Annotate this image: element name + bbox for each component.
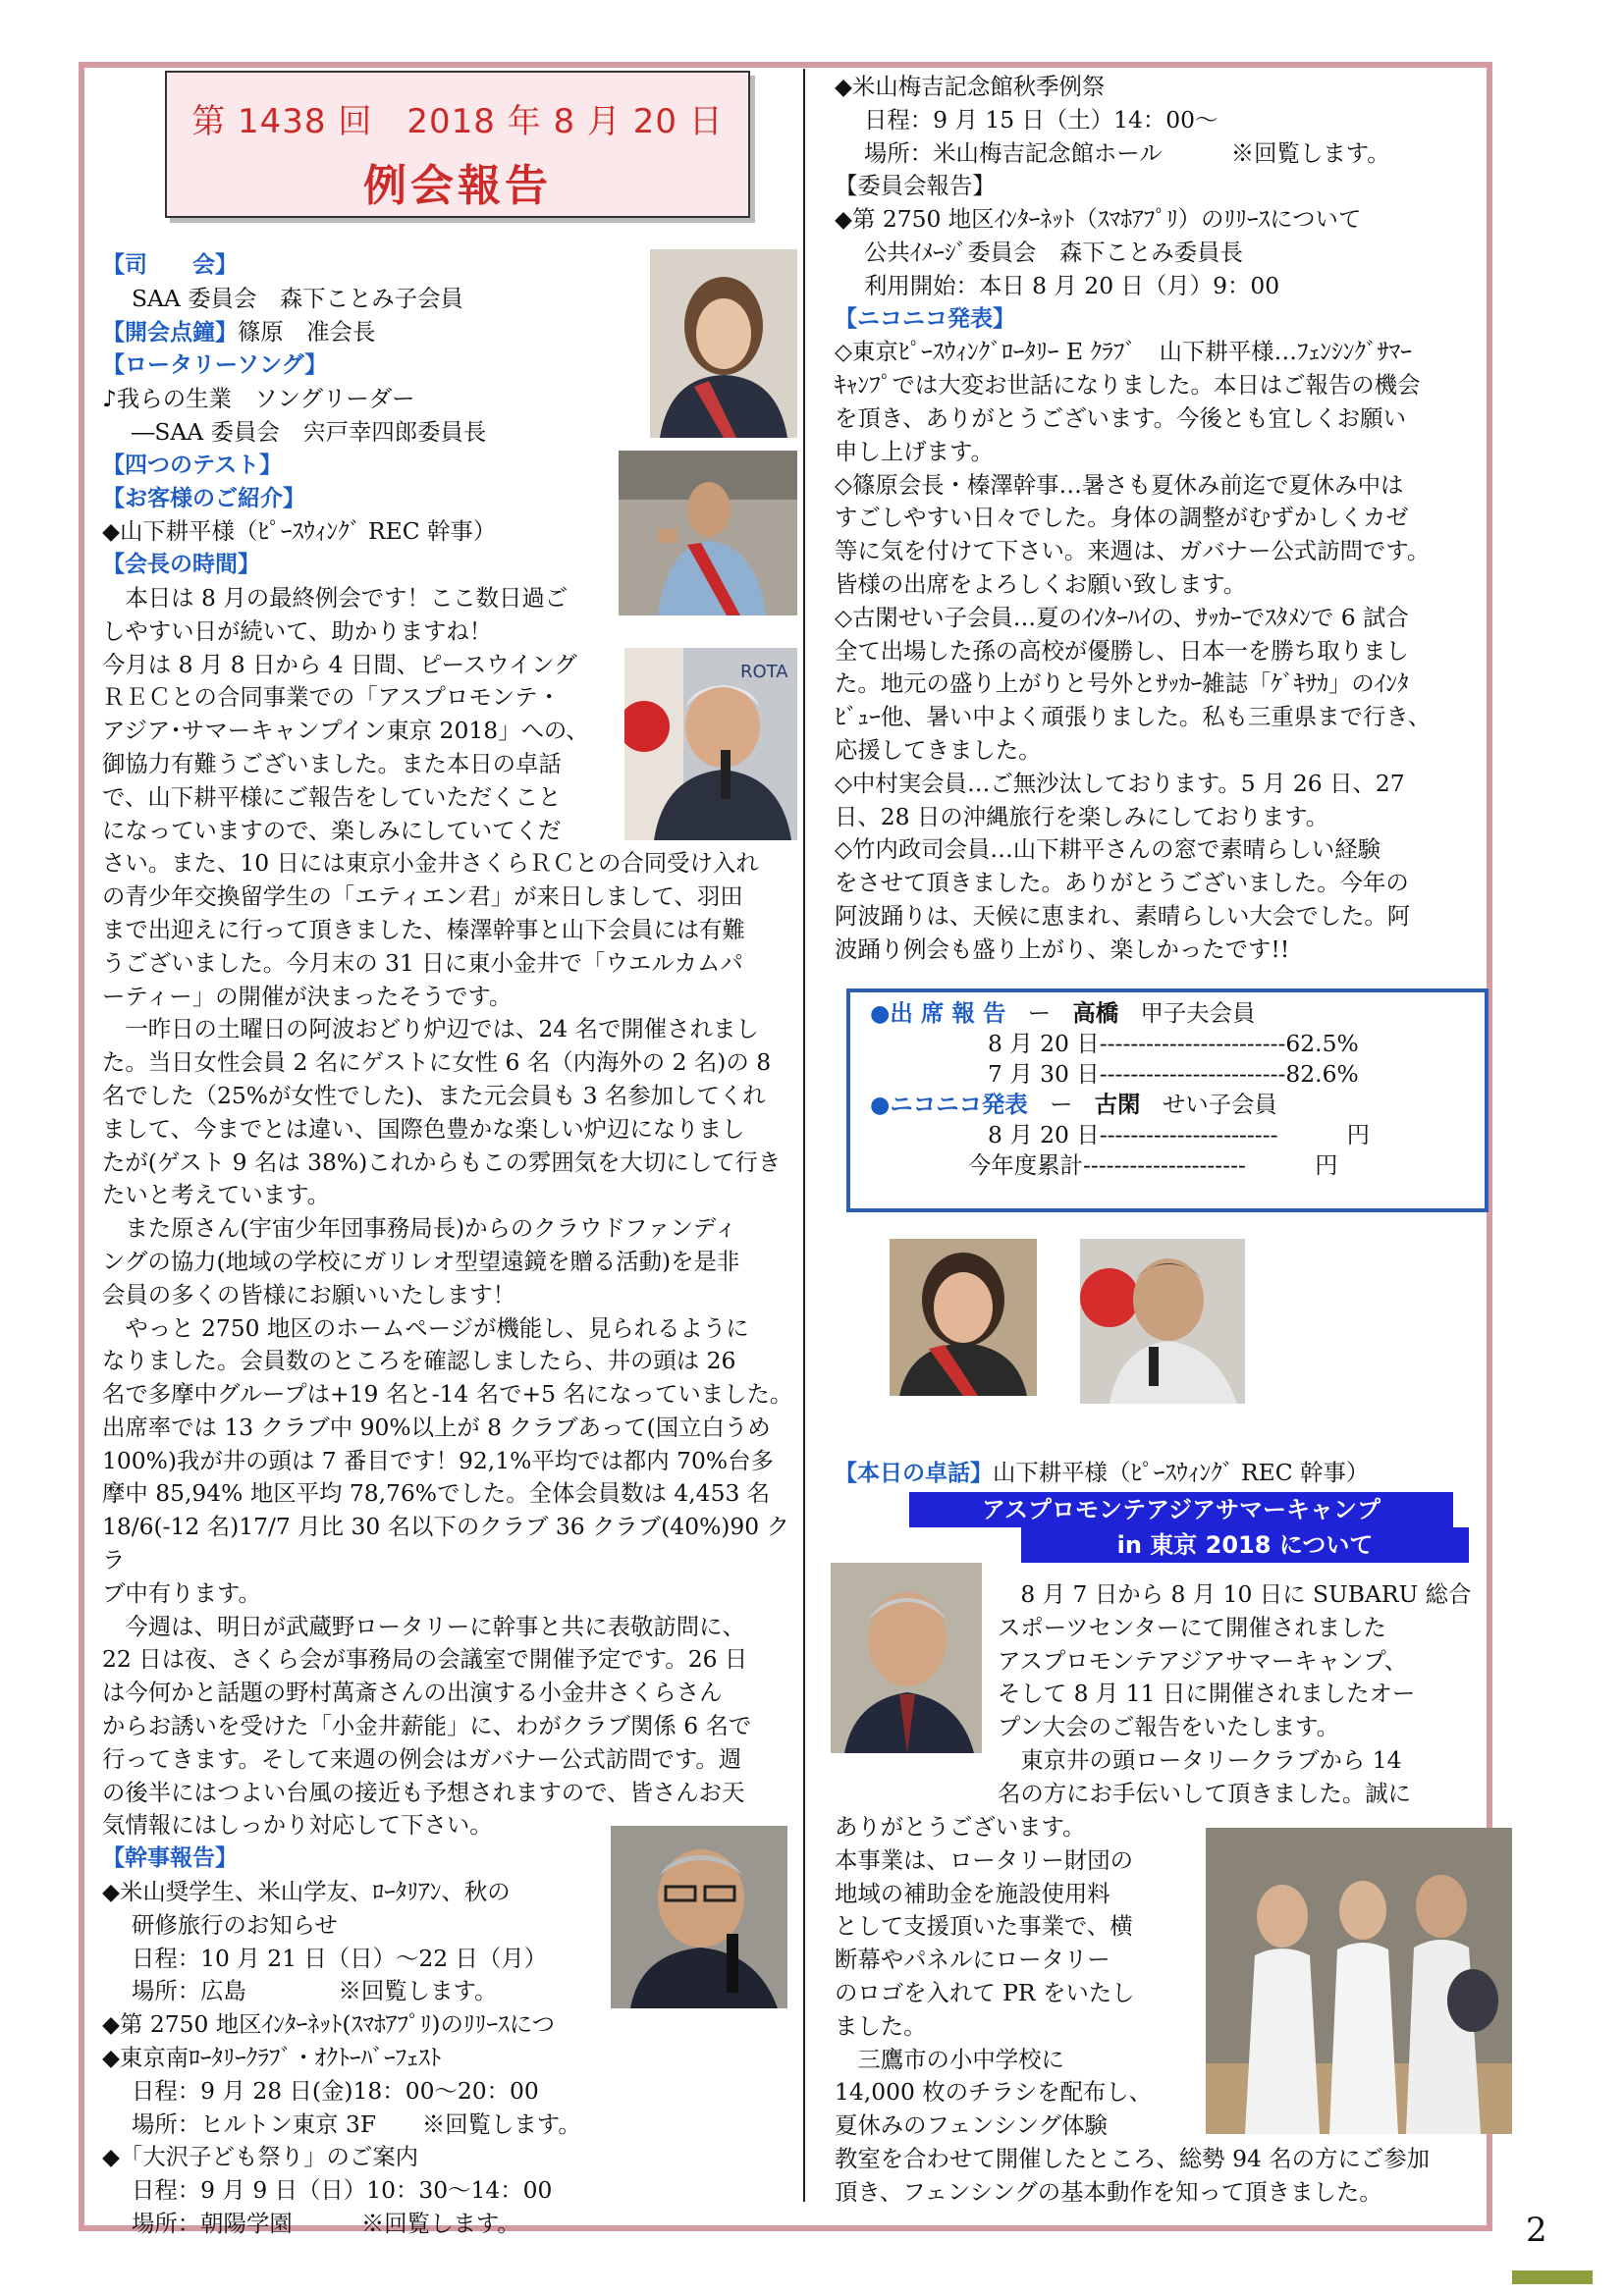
right-top-line: [835, 71, 1512, 104]
meeting-date-title: 第 1438 回 2018 年 8 月 20 日: [191, 102, 724, 141]
line-text: たいと考えています。: [102, 1181, 331, 1209]
line-text: 場所：広島 ※回覧します。: [132, 1977, 498, 2005]
line-text: 本日は 8 月の最終例会です！ここ数日過ご: [102, 583, 568, 612]
line-text: 【司 会】: [102, 252, 238, 278]
line-text: たが(ゲスト 9 名は 38%)これからもこの雰囲気を大切にして行き: [102, 1148, 782, 1176]
line-text: ◇中村実会員…ご無沙汰しております。5 月 26 日、27: [835, 769, 1405, 797]
right-top-line: [835, 900, 1512, 934]
line-text: 皆様の出席をよろしくお願い致します。: [835, 569, 1247, 598]
line-text: まして、今までとは違い、国際色豊かな楽しい炉辺になりまし: [102, 1114, 745, 1143]
left-line: [102, 1611, 797, 1644]
line-text: 【四つのテスト】: [102, 452, 283, 478]
line-text: アジア･サマーキャンプイン東京 2018」への、: [102, 717, 589, 745]
right-top-line: [835, 701, 1512, 734]
line-text: また原さん(宇宙少年団事務局長)からのクラウドファンディ: [102, 1214, 737, 1243]
line-text: さい。また、10 日には東京小金井さくらＲＣとの合同受け入れ: [102, 849, 759, 878]
line-text: 日程：9 月 9 日（日）10：30～14：00: [132, 2176, 553, 2205]
smile-label: ●ニコニコ発表: [870, 1091, 1028, 1118]
line-text: 日程：9 月 28 日(金)18：00～20：00: [132, 2076, 539, 2105]
line-text: 名で多摩中グループは+19 名と-14 名で+5 名になっていました。: [102, 1380, 793, 1409]
attendance-report-box: [846, 988, 1489, 1212]
left-line: [102, 981, 797, 1014]
talk-title-banner-1: アスプロモンテアジアサマーキャンプ: [909, 1492, 1453, 1527]
line-text: ◆米山梅吉記念館秋季例祭: [835, 73, 1106, 100]
photo-saa-chair-woman: [650, 249, 797, 438]
photo-talk-speaker: [831, 1563, 982, 1753]
line-text: 応援してきました。: [835, 735, 1042, 764]
line-text: 日程：10 月 21 日（日）～22 日（月）: [132, 1944, 548, 1972]
left-line: [102, 847, 797, 881]
talk-line: ありがとうございます。: [835, 1813, 1086, 1841]
attendance-reporter-name: 高橋: [1072, 999, 1119, 1027]
right-top-line: [835, 768, 1512, 801]
line-text: 場所：米山梅吉記念館ホール ※回覧します。: [864, 138, 1390, 167]
left-line: [102, 1312, 797, 1346]
line-text: 場所：ヒルトン東京 3F ※回覧します。: [132, 2109, 581, 2138]
line-text: 全て出場した孫の高校が優勝し、日本一を勝ち取りまし: [835, 636, 1409, 665]
left-line: [102, 2075, 797, 2109]
left-line: [102, 1378, 797, 1412]
left-line: [102, 1710, 797, 1743]
talk-line: ました。: [835, 2011, 927, 2040]
line-text: ＲＥＣとの合同事業での「アスプロモンテ・: [102, 683, 561, 712]
left-line: [102, 1279, 797, 1312]
line-text: 波踊り例会も盛り上がり、楽しかったです!!: [835, 934, 1290, 963]
report-title: 例会報告: [363, 161, 552, 211]
right-top-line: [835, 502, 1512, 535]
left-line: [102, 2208, 797, 2241]
talk-line: 教室を合わせて開催したところ、総勢 94 名の方にご参加: [835, 2145, 1431, 2172]
right-top-line: [835, 303, 1512, 337]
line-text: 公共ｲﾒｰｼﾞ委員会 森下ことみ委員長: [864, 238, 1243, 266]
line-text: 会員の多くの皆様にお願いいたします！: [102, 1280, 516, 1308]
line-text: ◇古閑せい子会員…夏のｲﾝﾀｰﾊｲの、ｻｯｶｰでｽﾀﾒﾝで 6 試合: [835, 603, 1409, 631]
right-top-line: [835, 369, 1512, 402]
line-text: を頂き、ありがとうございます。今後とも宜しくお願い: [835, 403, 1406, 432]
line-text: ◆米山奨学生、米山学友、ﾛｰﾀﾘｱﾝ、秋の: [102, 1878, 511, 1906]
line-text: 篠原 准会長: [238, 317, 376, 346]
line-text: で、山下耕平様にご報告をしていただくこと: [102, 782, 562, 811]
left-line: [102, 615, 797, 649]
right-top-line: [835, 237, 1512, 270]
left-line: [102, 2141, 797, 2174]
line-text: ♪我らの生業 ソングリーダー: [102, 385, 415, 413]
talk-text-block-1: [998, 1578, 1528, 1811]
line-text: 出席率では 13 クラブ中 90%以上が 8 クラブあって(国立白うめ: [102, 1413, 771, 1441]
left-line: [102, 1577, 797, 1611]
rotary-banner-text: ROTA: [740, 662, 788, 682]
smile-reporter-name: 古閑: [1094, 1091, 1141, 1118]
line-text: やっと 2750 地区のホームページが機能し、見られるように: [102, 1313, 749, 1342]
line-text: 名でした（25%が女性でした)、また元会員も 3 名参加してくれ: [102, 1081, 766, 1109]
left-line: [102, 2109, 797, 2142]
attendance-reporter-member: 甲子夫会員: [1140, 999, 1256, 1027]
line-text: ◇東京ﾋﾟｰｽｳｨﾝｸﾞﾛｰﾀﾘｰ E ｸﾗﾌﾞ 山下耕平様…ﾌｪﾝｼﾝｸﾞｻﾏｰ: [835, 338, 1412, 366]
right-top-line: [835, 402, 1512, 436]
line-text: 阿波踊りは、天候に恵まれ、素晴らしい大会でした。阿: [835, 901, 1411, 930]
line-text: 22 日は夜、さくら会が事務局の会議室で開催予定です。26 日: [102, 1645, 748, 1674]
section-heading: 【開会点鐘】: [102, 319, 238, 346]
talk-line: として支援頂いた事業で、横: [835, 1912, 1133, 1941]
talk-line: そして 8 月 11 日に開催されましたオー: [998, 1680, 1416, 1708]
line-text: なりました。会員数のところを確認しましたら、井の頭は 26: [102, 1347, 736, 1375]
right-top-line: [835, 833, 1512, 867]
line-text: ◆第 2750 地区ｲﾝﾀｰﾈｯﾄ（ｽﾏﾎｱﾌﾟﾘ）のﾘﾘｰｽについて: [835, 205, 1362, 234]
talk-text-block-2: [835, 1811, 1208, 2143]
line-text: ングの協力(地域の学校にガリレオ型望遠鏡を贈る活動)を是非: [102, 1247, 740, 1275]
line-text: た。当日女性会員 2 名にゲストに女性 6 名（内海外の 2 名)の 8: [102, 1048, 772, 1077]
left-line: [102, 914, 797, 947]
right-top-line: [835, 602, 1512, 635]
photo-president-microphone: [624, 648, 797, 840]
attendance-row-1: [870, 998, 1465, 1029]
smile-dash: ー: [1050, 1091, 1073, 1118]
talk-line: 頂き、フェンシングの基本動作を知って頂きました。: [835, 2177, 1382, 2206]
left-line: [102, 1511, 797, 1577]
left-line: [102, 1179, 797, 1212]
line-text: 今週は、明日が武蔵野ロータリーに幹事と共に表敬訪問に、: [102, 1612, 745, 1640]
right-top-line: [835, 535, 1512, 568]
line-text: 場所：朝陽学園 ※回覧します。: [132, 2210, 520, 2238]
line-text: の青少年交換留学生の「エティエン君」が来日しまして、羽田: [102, 882, 743, 911]
right-top-line: [835, 635, 1512, 668]
left-line: [102, 2008, 797, 2042]
line-text: 行ってきます。そして来週の例会はガバナー公式訪問です。週: [102, 1744, 742, 1773]
right-top-line: [835, 667, 1512, 701]
left-line: [102, 1412, 797, 1445]
left-line: [102, 1212, 797, 1246]
right-column: [835, 71, 1512, 967]
right-top-line: [835, 336, 1512, 369]
talk-line: 名の方にお手伝いして頂きました。誠に: [998, 1779, 1412, 1807]
photo-secretary-microphone: [611, 1826, 787, 2008]
line-text: ーティー」の開催が決まったそうです。: [102, 982, 513, 1010]
line-text: 利用開始：本日 8 月 20 日（月）9：00: [864, 271, 1280, 299]
line-text: ◆山下耕平様（ﾋﾟｰｽｳｨﾝｸﾞ REC 幹事）: [102, 517, 497, 546]
line-text: 等に気を付けて下さい。来週は、ガバナー公式訪問です。: [835, 537, 1431, 565]
right-top-line: [835, 734, 1512, 768]
line-text: をさせて頂きました。ありがとうございました。今年の: [835, 869, 1409, 897]
left-line: [102, 1013, 797, 1046]
line-text: ｷｬﾝﾌﾟでは大変お世話になりました。本日はご報告の機会: [835, 371, 1421, 400]
left-line: [102, 1445, 797, 1478]
line-text: 18/6(-12 名)17/7 月比 30 名以下のクラブ 36 クラブ(40%)90 クラ: [102, 1513, 790, 1575]
line-text: は今何かと話題の野村萬斎さんの出演する小金井さくらさん: [102, 1679, 723, 1707]
right-top-line: [835, 469, 1512, 503]
right-top-line: [835, 104, 1512, 137]
talk-line: 地域の補助金を施設使用料: [835, 1879, 1110, 1907]
page-number: 2: [1526, 2211, 1547, 2250]
talk-line: 東京井の頭ロータリークラブから 14: [998, 1745, 1402, 1774]
photo-fencers: [1206, 1828, 1512, 2134]
photo-guest-speaking-saa: [619, 451, 797, 615]
talk-line: 14,000 枚のチラシを配布し、: [835, 2078, 1153, 2107]
talk-text-block-3: [835, 2143, 1512, 2210]
smile-report-row: [870, 1090, 1465, 1120]
right-top-line: [835, 934, 1512, 967]
smile-row-year-total: 今年度累計--------------------- 円: [968, 1151, 1338, 1179]
line-text: 【ニコニコ発表】: [835, 305, 1015, 332]
line-text: 申し上げます。: [835, 437, 994, 465]
attendance-dash: ー: [1027, 999, 1052, 1027]
line-text: からお誘いを受けた「小金井薪能」に、わがクラブ関係 6 名で: [102, 1712, 752, 1740]
line-text: うございました。今月末の 31 日に東小金井で「ウエルカムパ: [102, 948, 743, 977]
talk-line: アスプロモンテアジアサマーキャンプ、: [998, 1646, 1408, 1675]
right-top-line: [835, 568, 1512, 602]
left-line: [102, 2174, 797, 2208]
line-text: ◆第 2750 地区ｲﾝﾀｰﾈｯﾄ(ｽﾏﾎｱﾌﾟﾘ)のﾘﾘｰｽにつ: [102, 2010, 556, 2039]
line-text: すごしやすい日々でした。身体の調整がむずかしくカゼ: [835, 504, 1409, 532]
page-number-bar: [1512, 2270, 1593, 2284]
left-line: [102, 1643, 797, 1677]
talk-line: 断幕やパネルにロータリー: [835, 1946, 1110, 1974]
left-line: [102, 1477, 797, 1511]
line-text: の後半にはつよい台風の接近も予想されますので、皆さんお天: [102, 1778, 745, 1806]
talk-header: [835, 1457, 1512, 1491]
photo-koga-member: [890, 1239, 1037, 1396]
line-text: ◇篠原会長・榛澤幹事…暑さも夏休み前迄で夏休み中は: [835, 470, 1404, 499]
right-top-line: [835, 170, 1512, 203]
talk-heading: 【本日の卓話】: [835, 1461, 993, 1486]
line-text: 【お客様のご紹介】: [102, 485, 305, 511]
line-text: ―SAA 委員会 宍戸幸四郎委員長: [132, 417, 487, 446]
line-text: 気情報にはしっかり対応して下さい。: [102, 1811, 493, 1840]
right-top-line: [835, 270, 1512, 303]
right-top-line: [835, 203, 1512, 237]
left-line: [102, 1113, 797, 1147]
left-line: [102, 1743, 797, 1777]
attendance-label: ●出 席 報 告: [870, 999, 1006, 1027]
line-text: まで出迎えに行って頂きました、榛澤幹事と山下会員には有難: [102, 915, 745, 943]
line-text: ◆「大沢子ども祭り」のご案内: [102, 2143, 419, 2171]
left-line: [102, 1777, 797, 1810]
line-text: 【幹事報告】: [102, 1845, 238, 1872]
line-text: SAA 委員会 森下ことみ子会員: [132, 284, 463, 312]
talk-line: 本事業は、ロータリー財団の: [835, 1845, 1134, 1874]
talk-line: のロゴを入れて PR をいたし: [835, 1978, 1135, 2006]
line-text: ◆東京南ﾛｰﾀﾘｰｸﾗﾌﾞ・ｵｸﾄｰﾊﾞｰﾌｪｽﾄ: [102, 2044, 442, 2072]
line-text: 【委員会報告】: [835, 172, 996, 200]
left-line: [102, 1677, 797, 1710]
right-top-line: [835, 436, 1512, 469]
talk-line: プン大会のご報告をいたします。: [998, 1713, 1340, 1741]
line-text: 摩中 85,94% 地区平均 78,76%でした。全体会員数は 4,453 名: [102, 1479, 771, 1508]
line-text: になっていますので、楽しみにしていてくだ: [102, 816, 562, 844]
smile-reporter-member: せい子会員: [1162, 1091, 1277, 1118]
talk-line: 8 月 7 日から 8 月 10 日に SUBARU 総合: [998, 1580, 1472, 1608]
line-text: 【ロータリーソング】: [102, 352, 328, 379]
column-divider: [803, 69, 805, 2202]
attendance-row-aug20: 8 月 20 日------------------------62.5%: [988, 1030, 1359, 1057]
photo-takahashi-member: [1080, 1239, 1245, 1404]
left-line: [102, 1345, 797, 1378]
talk-speaker: 山下耕平様（ﾋﾟｰｽｳｨﾝｸﾞ REC 幹事）: [993, 1459, 1370, 1486]
line-text: 日、28 日の沖縄旅行を楽しみにしております。: [835, 802, 1329, 830]
line-text: ﾋﾞｭｰ他、暑い中よく頑張りました。私も三重県まで行き、: [835, 703, 1432, 731]
talk-line: スポーツセンターにて開催されました: [998, 1613, 1386, 1641]
line-text: 【会長の時間】: [102, 552, 260, 578]
line-text: ブ中有ります。: [102, 1578, 261, 1607]
left-line: [102, 947, 797, 981]
left-line: [102, 1080, 797, 1113]
line-text: 御協力有難うございました。また本日の卓話: [102, 749, 562, 777]
talk-line: 三鷹市の小中学校に: [835, 2045, 1064, 2073]
left-line: [102, 2042, 797, 2075]
report-title-box: [165, 71, 750, 218]
talk-title-banner-2: in 東京 2018 について: [1021, 1527, 1469, 1563]
right-top-line: [835, 137, 1512, 171]
line-text: しやすい日が続いて、助かりますね！: [102, 616, 493, 645]
right-top-line: [835, 867, 1512, 900]
line-text: 一昨日の土曜日の阿波おどり炉辺では、24 名で開催されまし: [102, 1015, 759, 1043]
line-text: 今月は 8 月 8 日から 4 日間、ピースウイング: [102, 650, 577, 678]
left-line: [102, 1246, 797, 1279]
right-top-line: [835, 801, 1512, 834]
talk-line: 夏休みのフェンシング体験: [835, 2111, 1108, 2140]
line-text: た。地元の盛り上がりと号外とｻｯｶｰ雑誌「ｹﾞｷｻｶ」のｲﾝﾀ: [835, 669, 1409, 698]
line-text: 日程：9 月 15 日（土）14：00～: [864, 105, 1218, 133]
left-line: [102, 1046, 797, 1080]
smile-row-aug20: 8 月 20 日----------------------- 円: [988, 1121, 1371, 1148]
left-line: [102, 1147, 797, 1180]
line-text: 100%)我が井の頭は 7 番目です！92,1%平均では都内 70%台多: [102, 1446, 774, 1474]
line-text: ◇竹内政司会員…山下耕平さんの窓で素晴らしい経験: [835, 835, 1380, 864]
attendance-row-jul30: 7 月 30 日------------------------82.6%: [988, 1060, 1359, 1088]
left-line: [102, 881, 797, 914]
line-text: 研修旅行のお知らせ: [132, 1910, 338, 1939]
